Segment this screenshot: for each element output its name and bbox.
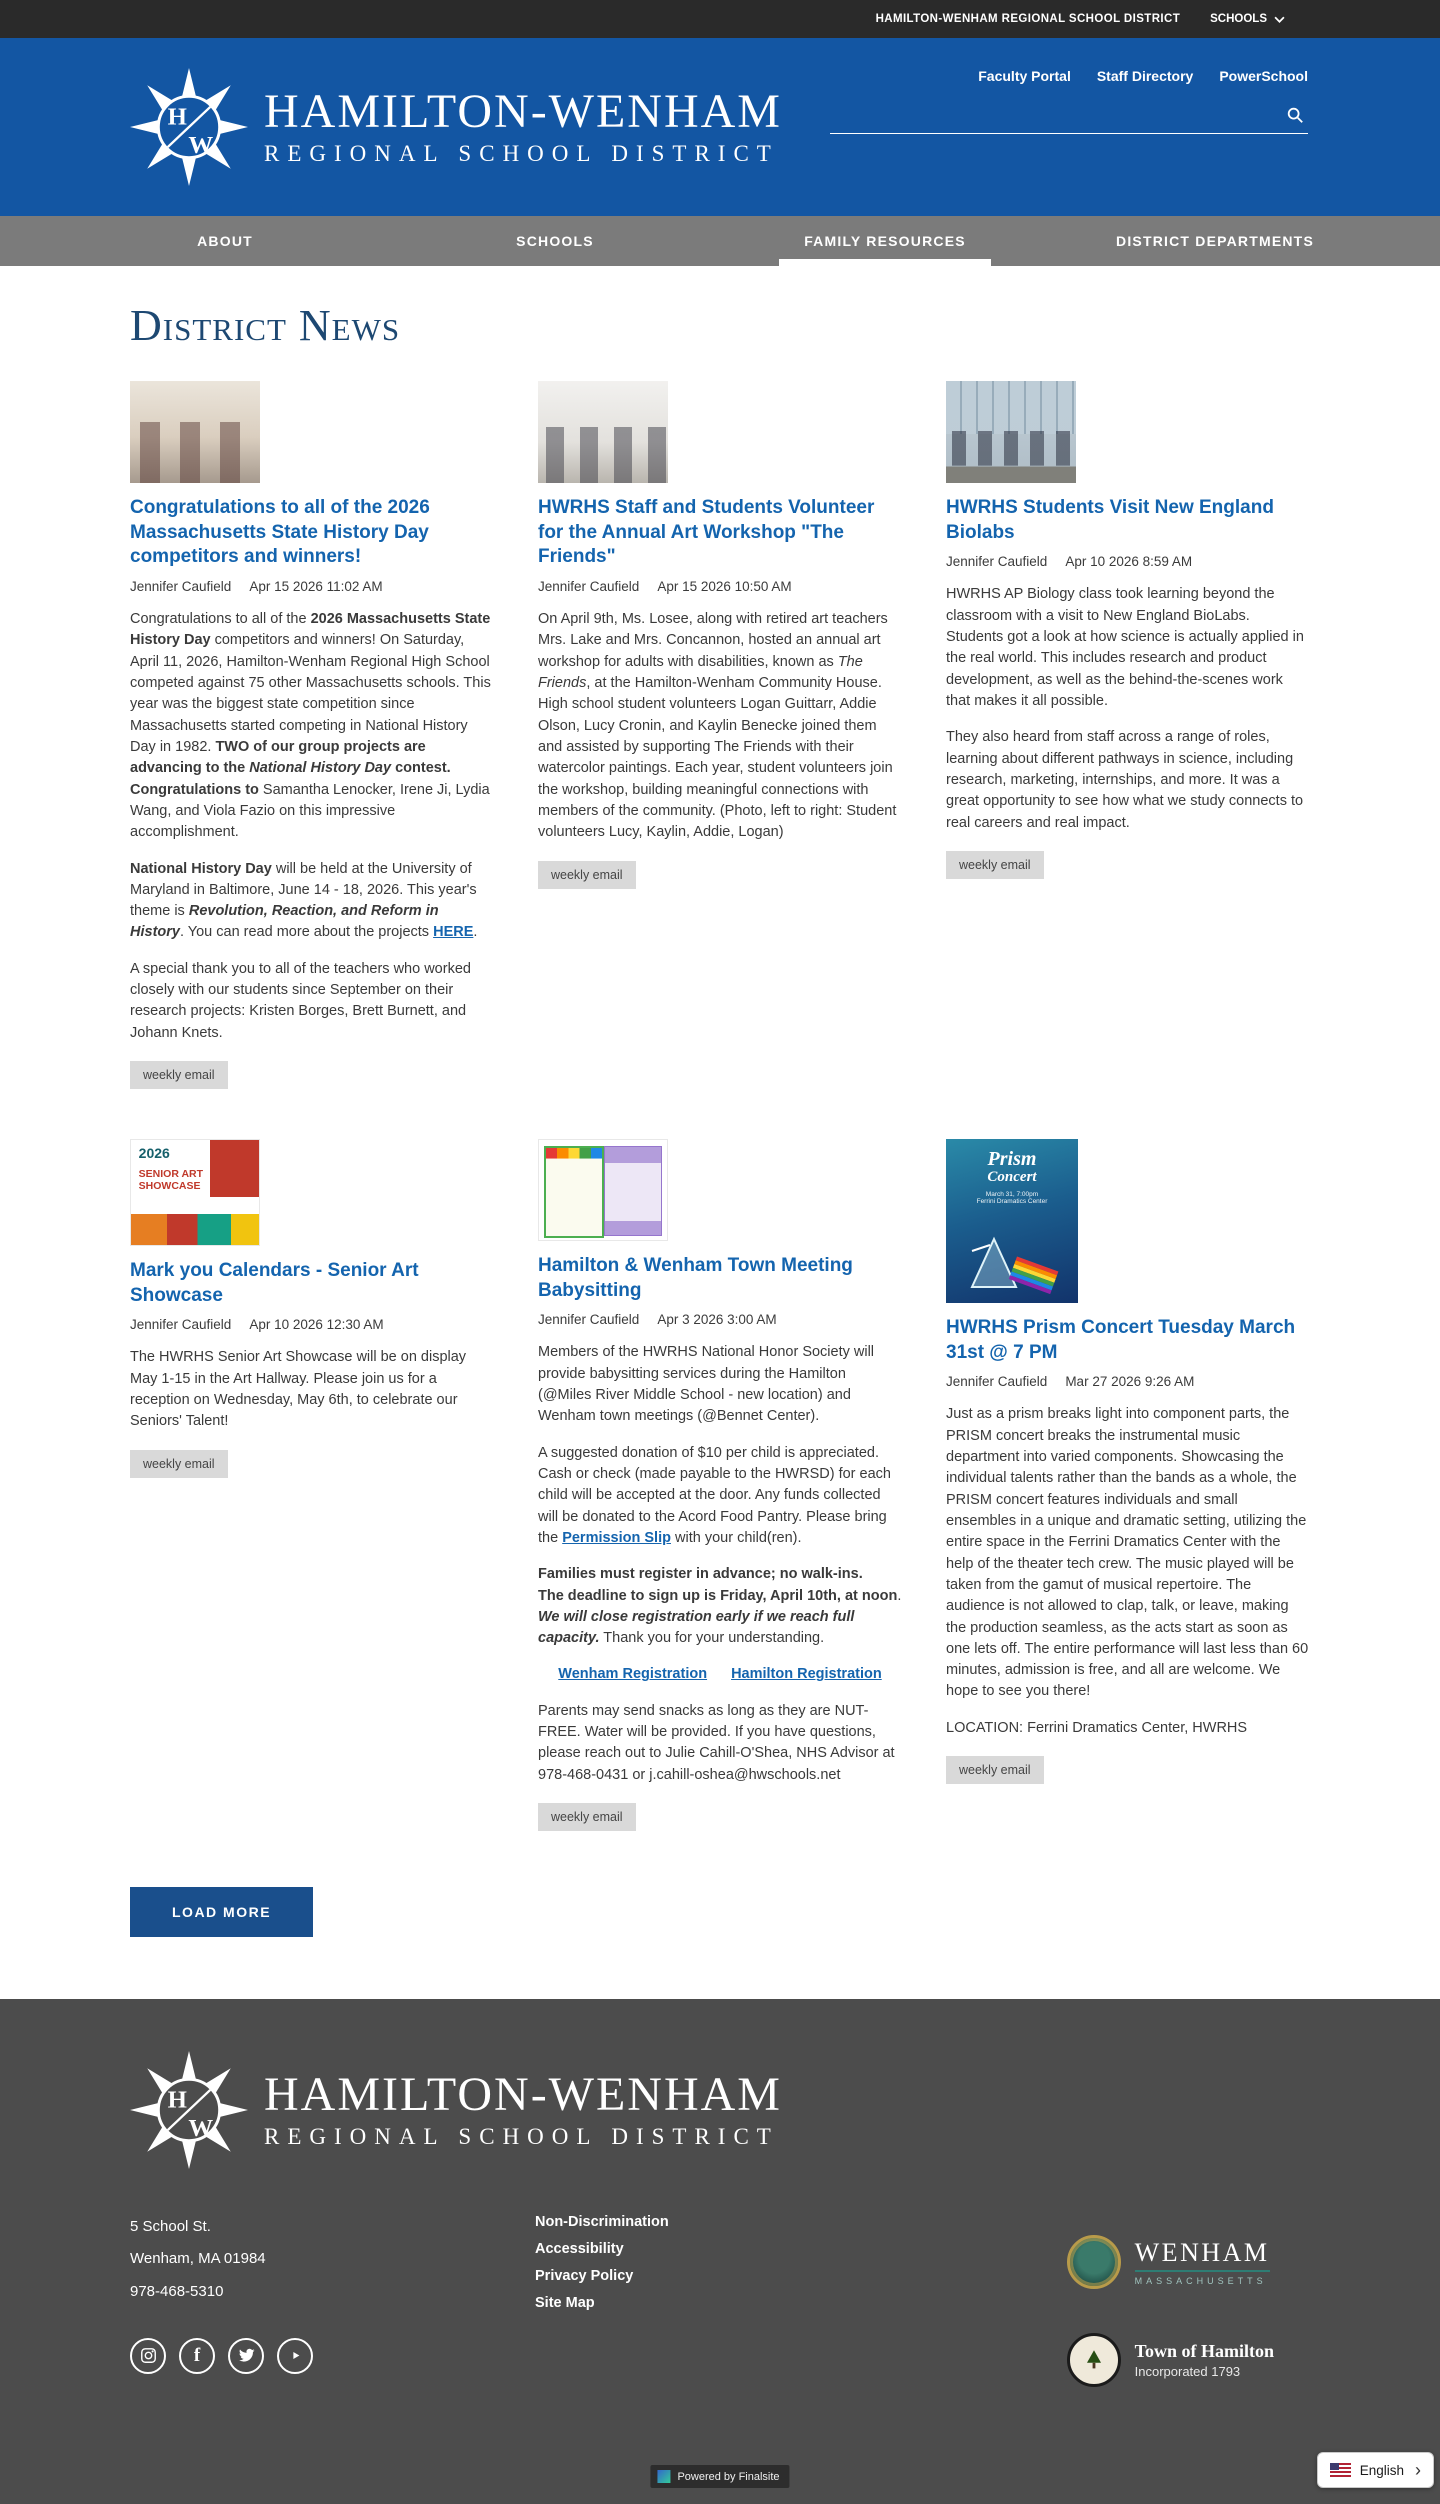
article-title-link[interactable]: HWRHS Students Visit New England Biolabs [946,497,1274,543]
article-title-link[interactable]: Hamilton & Wenham Town Meeting Babysitting [538,1255,853,1301]
district-home-link[interactable]: HAMILTON-WENHAM REGIONAL SCHOOL DISTRICT [875,13,1181,25]
chevron-down-icon [1274,16,1285,23]
site-map-link[interactable]: Site Map [535,2295,595,2311]
logo-letter-h: H [167,103,187,131]
weekly-email-tag[interactable]: weekly email [130,1061,228,1089]
address-line-1: 5 School St. [130,2218,211,2235]
site-subtitle: REGIONAL SCHOOL DISTRICT [264,2124,779,2150]
article-author: Jennifer Caufield [946,554,1048,570]
youtube-icon [287,2347,304,2364]
finalsite-icon [657,2470,670,2483]
header-brand-link[interactable] [130,68,782,186]
faculty-portal-link[interactable]: Faculty Portal [978,68,1071,84]
weekly-email-tag[interactable]: weekly email [946,851,1044,879]
logo-letter-w: W [188,2114,214,2142]
address-line-2: Wenham, MA 01984 [130,2250,266,2268]
facebook-link[interactable] [179,2338,215,2374]
article-author: Jennifer Caufield [538,1312,640,1328]
main-content [0,266,1440,1999]
district-logo [130,2051,248,2169]
news-article [130,381,494,1089]
site-wordmark [264,2067,782,2150]
us-flag-icon [1330,2463,1351,2477]
article-body: Just as a prism breaks light into component parts, the PRISM concert breaks the instrumental music department into varied components. Showcasing the individual talents rather than the bands as a whole, the PRISM concert features individuals and small ensembles in a unique and dramatic setting, utilizing the entire space in the Ferrini Dramatics Center with the help of the theater tech crew. The music played will be taken from the gamut of musical repertoire. The audience is not allowed to clap, talk, or leave, making the production seamless, as the acts start as soon as one lets off. The entire performance will last less than 60 minutes, admission is free, and all are welcome. We hope to see you there! LOCATION: Ferrini Dramatics Center, HWRHS [946,1406,1309,1736]
footer-columns [130,2211,1310,2387]
article-body: Congratulations to all of the 2026 Massachusetts State History Day competitors and winners! On Saturday, April 11, 2026, Hamilton-Wenham Regional High School competed against 75 other Massachusetts schools. This year was the biggest state competition since Massachusetts started competing in National History Day in 1982. TWO of our group projects are advancing to the National History Day contest. Congratulations to Samantha Lenocker, Irene Ji, Lydia Wang, and Viola Fazio on this impressive accomplishment. National History Day will be held at the University of Maryland in Baltimore, June 14 - 18, 2026. This year's theme is Revolution, Reaction, and Reform in History. You can read more about the projects HERE. A special thank you to all of the teachers who worked closely with our students since September on their research projects: Kristen Borges, Brett Burnett, and Johann Knets. [130,611,491,1041]
article-date: Apr 10 2026 8:59 AM [1065,554,1193,570]
non-discrimination-link[interactable]: Non-Discrimination [535,2214,669,2230]
news-grid [130,381,1310,1831]
hamilton-name: Town of Hamilton [1134,2341,1274,2361]
hamilton-text [1135,2341,1274,2379]
nav-item-family-resources[interactable]: FAMILY RESOURCES [720,216,1050,266]
poster-title-line2: Concert [987,1169,1037,1185]
article-byline [946,1374,1310,1389]
weekly-email-tag[interactable]: weekly email [538,861,636,889]
nav-item-district-departments[interactable]: DISTRICT DEPARTMENTS [1116,233,1314,249]
hamilton-seal-icon [1067,2333,1121,2387]
language-label: English [1359,2462,1404,2478]
news-article [130,1139,494,1831]
article-author: Jennifer Caufield [538,579,640,595]
accessibility-link[interactable]: Accessibility [535,2241,624,2257]
weekly-email-tag[interactable]: weekly email [538,1803,636,1831]
footer-links [535,2211,865,2387]
article-date: Mar 27 2026 9:26 AM [1065,1374,1195,1390]
wenham-text [1135,2238,1270,2286]
article-thumbnail[interactable] [538,381,668,483]
article-date: Apr 15 2026 10:50 AM [657,579,792,595]
district-logo [130,68,248,186]
primary-nav [0,216,1440,266]
article-body: HWRHS AP Biology class took learning beyond the classroom with a visit to New England BioLabs. Students got a look at how science is actually applied in the real world. This includes research and product development, as well as the behind-the-scenes work that makes it all possible. They also heard from staff across a range of roles, learning about different pathways in science, including research, marketing, internships, and more. It was a great opportunity to see how what we study connects to real careers and real impact. [946,586,1304,831]
utility-links [978,68,1308,84]
article-title-link[interactable]: HWRHS Prism Concert Tuesday March 31st @ 7 PM [946,1317,1296,1363]
youtube-link[interactable] [277,2338,313,2374]
article-thumbnail[interactable] [130,381,260,483]
article-title-link[interactable]: Mark you Calendars - Senior Art Showcase [130,1260,419,1306]
article-body: The HWRHS Senior Art Showcase will be on display May 1-15 in the Art Hallway. Please join us for a reception on Wednesday, May 6th, to celebrate our Seniors' Talent! [130,1349,467,1430]
footer-phone: 978-468-5310 [130,2282,224,2300]
article-date: Apr 10 2026 12:30 AM [249,1317,384,1333]
wenham-name: WENHAM [1134,2238,1270,2267]
language-selector[interactable] [1317,2452,1434,2488]
article-date: Apr 15 2026 11:02 AM [249,579,383,595]
footer-brand-link[interactable] [130,2051,1310,2169]
here-link[interactable]: HERE [433,924,474,941]
schools-dropdown-label: SCHOOLS [1210,13,1267,25]
nav-item-schools[interactable]: SCHOOLS [516,233,594,249]
poster-artwork-block [210,1140,259,1197]
poster-title-line1: Prism [987,1148,1037,1170]
article-thumbnail[interactable] [946,1139,1078,1303]
powered-by-label: Powered by Finalsite [677,2470,780,2483]
article-byline [946,554,1310,569]
header-utility-area [830,68,1308,134]
news-article [946,1139,1310,1831]
article-thumbnail[interactable] [130,1139,260,1246]
article-byline [538,579,902,594]
news-article [538,1139,902,1831]
article-thumbnail[interactable] [946,381,1076,483]
wenham-subtitle: MASSACHUSETTS [1135,2270,1270,2286]
footer [0,1999,1440,2504]
chevron-right-icon: › [1415,2460,1421,2480]
top-utility-bar [0,0,1440,38]
article-body: On April 9th, Ms. Losee, along with retired art teachers Mrs. Lake and Mrs. Concannon, hosted an annual art workshop for adults with disabilities, known as The Friends, at the Hamilton-Wenham Community House. High school student volunteers Logan Guittarr, Addie Olson, Lucy Cronin, and Kaylin Benecke joined them and assisted by supporting The Friends with their watercolor paintings. Each year, student volunteers join the workshop, building meaningful connections with members of the community. (Photo, left to right: Student volunteers Lucy, Kaylin, Addie, Logan) [538,611,897,841]
site-title: HAMILTON-WENHAM [264,84,782,138]
news-article [538,381,902,1089]
article-body: Members of the HWRHS National Honor Society will provide babysitting services during the Hamilton (@Miles River Middle School - new location) and Wenham town meetings (@Bennet Center). A suggested donation of $10 per child is appreciated. Cash or check (made payable to the HWRSD) for each child will be accepted at the door. Any funds collected will be donated to the Acord Food Pantry. Please bring the Permission Slip with your child(ren). Families must register in advance; no walk-ins. The deadline to sign up is Friday, April 10th, at noon. We will close registration early if we reach full capacity. Thank you for your understanding. Wenham Registration Hamilton Registration Parents may send snacks as long as they are NUT-FREE. Water will be provided. If you have questions, please reach out to Julie Cahill-O'Shea, NHS Advisor at 978-468-0431 or j.cahill-oshea@hwschools.net [538,1344,902,1783]
site-subtitle: REGIONAL SCHOOL DISTRICT [264,141,779,167]
schools-dropdown[interactable] [1210,13,1285,25]
site-title: HAMILTON-WENHAM [264,2067,782,2121]
hamilton-town-link[interactable] [1067,2333,1274,2387]
privacy-policy-link[interactable]: Privacy Policy [535,2268,634,2284]
article-date: Apr 3 2026 3:00 AM [657,1312,777,1328]
nav-item-about[interactable]: ABOUT [197,233,253,249]
search-icon [1286,106,1304,124]
social-links [130,2338,535,2374]
article-byline [130,579,494,594]
load-more-button[interactable]: LOAD MORE [130,1887,313,1937]
hamilton-registration-link[interactable]: Hamilton Registration [731,1666,882,1683]
powered-by-finalsite[interactable] [650,2465,789,2488]
poster-collage-strip [131,1214,259,1246]
instagram-link[interactable] [130,2338,166,2374]
twitter-icon [238,2347,255,2364]
search-input[interactable] [830,108,1282,125]
instagram-icon [140,2347,157,2364]
site-header [0,38,1440,216]
article-author: Jennifer Caufield [946,1374,1048,1390]
poster-title: SENIOR ART SHOWCASE [138,1168,204,1193]
weekly-email-tag[interactable]: weekly email [946,1756,1044,1784]
wenham-registration-link[interactable]: Wenham Registration [558,1666,708,1683]
article-byline [538,1312,902,1327]
article-byline [130,1317,494,1332]
wenham-town-link[interactable] [1067,2235,1274,2289]
article-thumbnail[interactable] [538,1139,668,1241]
article-author: Jennifer Caufield [130,1317,232,1333]
facebook-icon: f [193,2345,201,2367]
permission-slip-link[interactable]: Permission Slip [562,1529,671,1546]
poster-date: March 31, 7:00pm [985,1191,1039,1198]
footer-address [130,2211,535,2387]
staff-directory-link[interactable]: Staff Directory [1096,68,1194,84]
twitter-link[interactable] [228,2338,264,2374]
poster-venue: Ferrini Dramatics Center [976,1198,1048,1205]
logo-letter-h: H [167,2086,187,2114]
powerschool-link[interactable]: PowerSchool [1219,68,1308,84]
poster-year: 2026 [138,1145,170,1162]
article-title-link[interactable]: HWRHS Staff and Students Volunteer for the Annual Art Workshop "The Friends" [538,497,875,568]
hamilton-tree-icon [1080,2346,1108,2374]
article-title-link[interactable]: Congratulations to all of the 2026 Massachusetts State History Day competitors and winners! [130,497,430,568]
search-button[interactable] [1282,104,1308,129]
search-bar [830,100,1308,134]
site-wordmark [264,84,782,167]
wenham-seal-icon [1067,2235,1121,2289]
town-seals [1067,2211,1310,2387]
logo-letter-w: W [188,131,214,159]
news-article [946,381,1310,1089]
weekly-email-tag[interactable]: weekly email [130,1450,228,1478]
hamilton-subtitle: Incorporated 1793 [1134,2364,1241,2379]
page-title: District News [130,301,401,350]
article-author: Jennifer Caufield [130,579,232,595]
prism-rainbow-graphic [962,1229,1062,1301]
